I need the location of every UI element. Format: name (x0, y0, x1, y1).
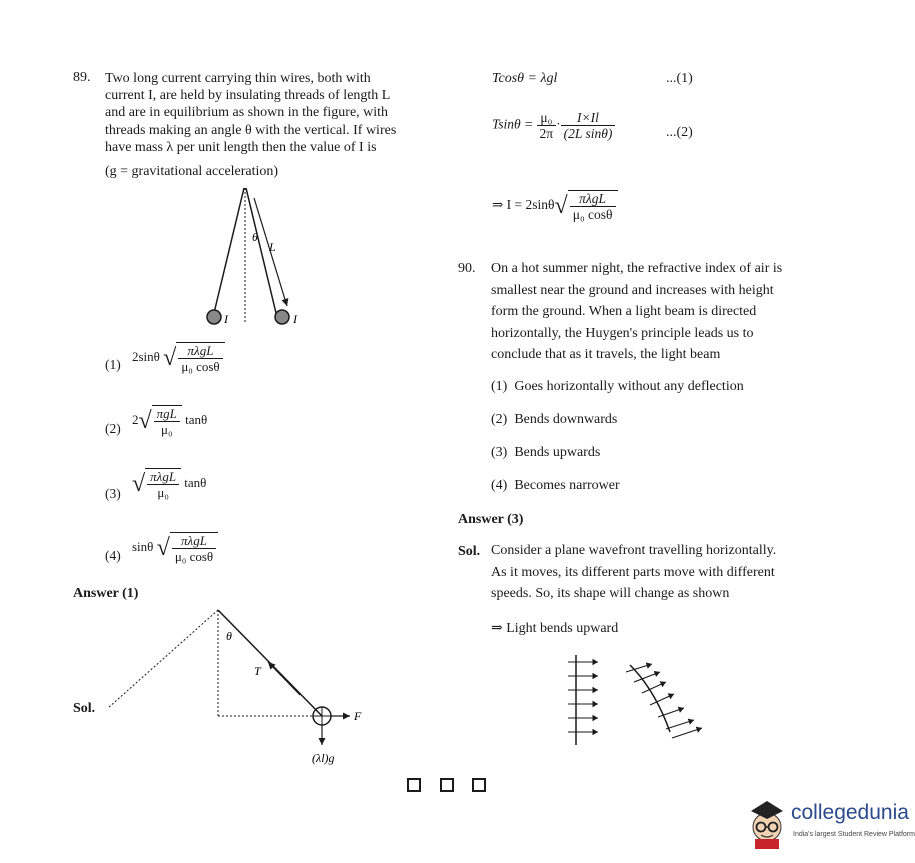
collegedunia-logo (745, 795, 915, 855)
q89-option-4-number: (4) (105, 548, 121, 563)
q89-line: current I, are held by insulating threads of length L (105, 88, 391, 104)
q89-answer: Answer (1) (73, 586, 139, 601)
page-box-2 (440, 778, 454, 792)
q89-option-2-number: (2) (105, 421, 121, 436)
q90-opt2-num: (2) (491, 412, 508, 427)
q90-line: smallest near the ground and increases with height (491, 282, 774, 298)
q89-opt3-den: μ₀ (157, 485, 169, 500)
q90-number: 90. (458, 261, 476, 276)
q89-sol-left-thread (108, 610, 218, 708)
q89-theta-label: θ (252, 230, 258, 244)
q89-wire-left (207, 310, 221, 324)
q89-line: threads making an angle θ with the vertical. If wires (105, 122, 397, 138)
q89-sol-F: F (354, 709, 362, 723)
q89-sol-label: Sol. (73, 701, 96, 716)
q90-line: form the ground. When a light beam is directed (491, 304, 757, 319)
page-box-1 (407, 778, 421, 792)
eq2-f2-den: (2L sinθ) (563, 126, 613, 141)
q90-option-2 (491, 411, 617, 428)
q90-sol-label: Sol. (458, 544, 481, 559)
q89-opt2-prefix: 2 (132, 411, 139, 427)
q89-opt1-den: μ₀ cosθ (181, 359, 220, 374)
q90-sol-line: As it moves, its different parts move with different (491, 564, 775, 580)
q90-sol-line: Consider a plane wavefront travelling horizontally. (491, 543, 777, 558)
q90-option-1 (491, 378, 744, 395)
page-box-3 (472, 778, 486, 792)
q89-opt2-den: μ₀ (161, 422, 173, 437)
eq2-lhs: Tsinθ = (492, 116, 534, 132)
eq2-f2-num: I×Il (561, 110, 616, 126)
q89-sol-weight: (λl)g (312, 751, 335, 765)
q90-option-4 (491, 477, 620, 494)
q89-text (105, 70, 445, 156)
q89-opt1-num: πλgL (178, 343, 222, 359)
q89-opt1-prefix: 2sinθ (132, 348, 160, 364)
q89-opt3-suffix: tanθ (184, 474, 207, 490)
q90-opt1-text: Goes horizontally without any deflection (514, 379, 744, 394)
q90-opt3-text: Bends upwards (514, 445, 601, 460)
q89-thread-left (214, 188, 244, 313)
q90-text (491, 258, 831, 366)
eq2-f1-den: 2π (539, 126, 554, 141)
q89-opt4-num: πλgL (172, 533, 216, 549)
brand-name: collegedunia (791, 801, 909, 824)
q90-option-3 (491, 444, 600, 461)
eq2: Tsinθ = $\frac{\text{μ₀}}{2\pi}$ · $\frac{I\times Il}{\text{(2L sinθ)}}$ (492, 110, 615, 141)
q89-sol-figure (100, 600, 380, 770)
q89-sol-theta: θ (226, 629, 232, 643)
q90-opt3-num: (3) (491, 445, 508, 460)
mascot-icon (747, 797, 787, 849)
q90-wavefront-figure (560, 650, 720, 750)
q89-I-left-label: I (224, 312, 228, 326)
q89-sol-thread (218, 610, 322, 716)
q89-opt4-den: μ₀ cosθ (174, 549, 214, 564)
q89-option-3: √ $\frac{\text{πλgL}}{\text{μ₀}}$ tanθ (132, 469, 207, 500)
q89-note: (g = gravitational acceleration) (105, 164, 279, 179)
eq2-tag: ...(2) (666, 125, 693, 140)
q90-line: On a hot summer night, the refractive index of air is (491, 261, 783, 276)
q90-line: horizontally, the Huygen's principle leads us to (491, 325, 754, 341)
q89-option-1-number: (1) (105, 357, 121, 372)
q89-sol-T-arrow (268, 662, 300, 695)
q89-figure (200, 183, 310, 328)
brand-tagline: India's largest Student Review Platform (793, 831, 915, 838)
q89-L-label: L (269, 240, 276, 254)
q89-opt2-num: πgL (154, 406, 180, 422)
q89-opt2-suffix: tanθ (185, 411, 208, 427)
q89-line: Two long current carrying thin wires, both with (105, 71, 371, 86)
q90-opt2-text: Bends downwards (514, 412, 618, 427)
q90-opt4-num: (4) (491, 478, 508, 493)
q89-sol-T: T (254, 664, 261, 678)
q89-number: 89. (73, 70, 91, 85)
eq1-tag: ...(1) (666, 71, 693, 86)
q89-line: and are in equilibrium as shown in the figure, with (105, 105, 389, 121)
result-num: πλgL (570, 191, 616, 207)
q89-line: have mass λ per unit length then the value of I is (105, 139, 377, 155)
q90-sol-text (491, 540, 831, 605)
q90-opt1-num: (1) (491, 379, 508, 394)
q89-option-2: 2√ $\frac{\text{πgL}}{\text{μ₀}}$ tanθ (132, 406, 208, 437)
q90-sol-line: speeds. So, its shape will change as shown (491, 586, 730, 601)
eq1: Tcosθ = λgl (492, 71, 558, 86)
q89-option-1: 2sinθ √ $\frac{\text{πλgL}}{\text{μ₀ cosθ}}$ (132, 342, 225, 374)
result-prefix: ⇒ I = 2sinθ (492, 197, 555, 213)
eq2-f1-num: μ₀ (537, 110, 557, 126)
q90-opt4-text: Becomes narrower (514, 478, 620, 493)
result-den: μ₀ cosθ (572, 207, 613, 222)
q89-option-3-number: (3) (105, 486, 121, 501)
q90-answer: Answer (3) (458, 512, 524, 527)
q90-conclusion: ⇒ Light bends upward (491, 621, 619, 636)
q89-I-right-label: I (293, 312, 297, 326)
q89-opt4-prefix: sinθ (132, 538, 154, 554)
result-eq: ⇒ I = 2sinθ√ $\frac{\text{πλgL}}{\text{μ₀ cosθ}}$ (492, 190, 618, 222)
q90-line: conclude that as it travels, the light beam (491, 347, 721, 362)
q89-option-4: sinθ √ $\frac{\text{πλgL}}{\text{μ₀ cosθ}}$ (132, 532, 218, 564)
q89-opt3-num: πλgL (147, 469, 179, 485)
q89-wire-right (275, 310, 289, 324)
